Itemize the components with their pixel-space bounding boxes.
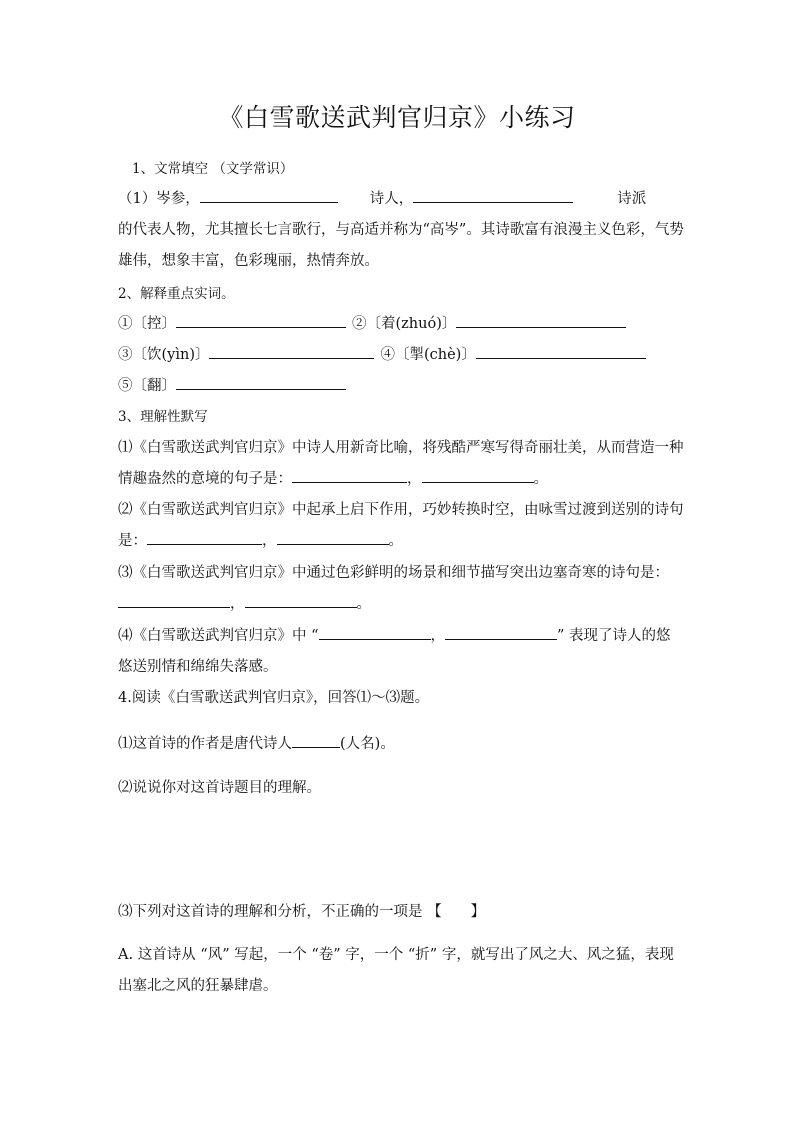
- comma: ，: [230, 596, 245, 612]
- s4-option-a-line2: 出塞北之风的狂暴肆虐。: [118, 978, 278, 994]
- s3-q4-suffix: ” 表现了诗人的悠: [557, 628, 671, 644]
- blank-author-name[interactable]: [292, 733, 340, 748]
- word-kong: ①〔控〕: [118, 316, 176, 332]
- s4-option-a-line1: A. 这首诗从 “风” 写起，一个 “卷” 字，一个 “折” 字，就写出了风之大、风之猛，表现: [118, 947, 674, 963]
- s3-q4-line2: 悠送别情和绵绵失落感。: [118, 659, 278, 675]
- blank-q3-second[interactable]: [245, 593, 357, 608]
- period: 。: [388, 533, 403, 549]
- s3-q4-line1: [118, 625, 671, 647]
- blank-q4-second[interactable]: [445, 625, 557, 640]
- blank-q4-first[interactable]: [319, 625, 431, 640]
- period: 。: [533, 471, 548, 487]
- s3-q3-line1: ⑶《白雪歌送武判官归京》中通过色彩鲜明的场景和细节描写突出边塞奇寒的诗句是：: [118, 565, 669, 581]
- word-che: ④〔掣(chè)〕: [380, 347, 476, 363]
- s4-q2: ⑵说说你对这首诗题目的理解。: [118, 780, 321, 796]
- blank-q2-first[interactable]: [147, 530, 262, 545]
- blank-word-yin[interactable]: [209, 344, 374, 359]
- s1-text-b: 诗人，: [369, 191, 414, 207]
- s4-q1-prompt: ⑴这首诗的作者是唐代诗人: [118, 736, 292, 752]
- comma: ，: [407, 471, 422, 487]
- s2-row2: [118, 344, 646, 366]
- blank-q1-second[interactable]: [422, 468, 534, 483]
- word-fan: ⑤〔翻〕: [118, 378, 176, 394]
- s1-line2: 的代表人物，尤其擅长七言歌行，与高适并称为“高岑”。其诗歌富有浪漫主义色彩，气势: [118, 222, 684, 238]
- word-yin: ③〔饮(yìn)〕: [118, 347, 210, 363]
- s3-q2-line1: ⑵《白雪歌送武判官归京》中起承上启下作用，巧妙转换时空，由咏雪过渡到送别的诗句: [118, 502, 684, 518]
- s3-q2-line2: [118, 530, 403, 552]
- s4-q3: ⑶下列对这首诗的理解和分析，不正确的一项是 【 】: [118, 904, 486, 920]
- blank-q1-first[interactable]: [292, 468, 407, 483]
- comma: ，: [262, 533, 277, 549]
- s2-row3: [118, 375, 346, 397]
- section3-heading: 3、理解性默写: [118, 409, 208, 425]
- blank-word-fan[interactable]: [176, 375, 346, 390]
- blank-dynasty[interactable]: [200, 188, 338, 203]
- s2-row1: [118, 313, 626, 335]
- s3-q2-prompt: 是：: [118, 533, 147, 549]
- blank-q3-first[interactable]: [118, 593, 230, 608]
- blank-word-zhuo[interactable]: [456, 313, 626, 328]
- s3-q1-line2: [118, 468, 548, 490]
- section1-heading: 1、文常填空 （文学常识）: [132, 161, 294, 177]
- comma: ，: [430, 628, 446, 644]
- s1-line3: 雄伟，想象丰富，色彩瑰丽，热情奔放。: [118, 253, 379, 269]
- s3-q3-line2: [118, 593, 371, 615]
- section4-heading: 4.阅读《白雪歌送武判官归京》，回答⑴～⑶题。: [118, 690, 430, 706]
- word-zhuo: ②〔着(zhuó)〕: [352, 316, 457, 332]
- s3-q1-line1: ⑴《白雪歌送武判官归京》中诗人用新奇比喻，将残酷严寒写得奇丽壮美，从而营造一种: [118, 440, 684, 456]
- period: 。: [356, 596, 371, 612]
- blank-word-kong[interactable]: [176, 313, 346, 328]
- blank-school[interactable]: [413, 188, 573, 203]
- s1-text-c: 诗派: [617, 191, 647, 207]
- blank-word-che[interactable]: [476, 344, 646, 359]
- page-title: 《白雪歌送武判官归京》小练习: [218, 103, 576, 132]
- s4-q1: [118, 733, 395, 755]
- s4-q1-suffix: (人名)。: [340, 736, 395, 752]
- s1-line1: [118, 188, 646, 210]
- s3-q4-prompt: ⑷《白雪歌送武判官归京》中 “: [118, 628, 319, 644]
- s3-q1-prompt: 情趣盎然的意境的句子是：: [118, 471, 292, 487]
- section2-heading: 2、解释重点实词。: [118, 286, 235, 302]
- blank-q2-second[interactable]: [277, 530, 389, 545]
- s1-text-a: （1）岑参，: [118, 191, 200, 207]
